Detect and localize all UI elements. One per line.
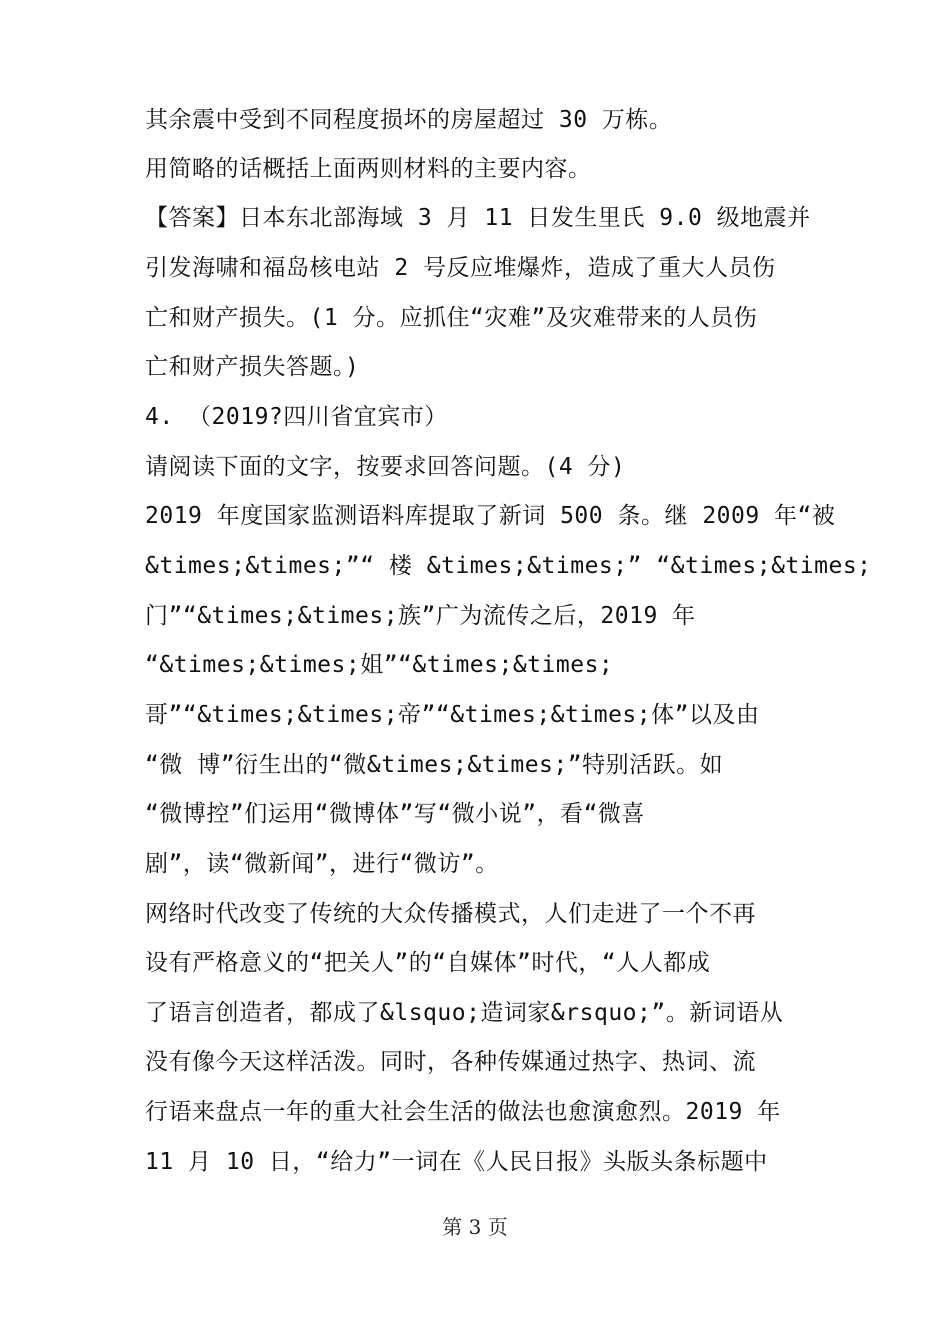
text-line: 没有像今天这样活泼。同时，各种传媒通过热字、热词、流 xyxy=(145,1049,756,1075)
text-line: 亡和财产损失。(1 分。应抓住“灾难”及灾难带来的人员伤 xyxy=(145,305,758,331)
text-line: 引发海啸和福岛核电站 2 号反应堆爆炸，造成了重大人员伤 xyxy=(145,255,776,281)
text-line: “微博控”们运用“微博体”写“微小说”，看“微喜 xyxy=(145,801,645,827)
text-line: 剧”，读“微新闻”，进行“微访”。 xyxy=(145,851,499,877)
text-line: 设有严格意义的“把关人”的“自媒体”时代，“人人都成 xyxy=(145,950,711,976)
text-line: 用简略的话概括上面两则材料的主要内容。 xyxy=(145,156,592,182)
text-line: 请阅读下面的文字，按要求回答问题。(4 分) xyxy=(145,454,626,480)
text-line: 哥”“&times;&times;帝”“&times;&times;体”以及由 xyxy=(145,702,760,728)
text-line: 11 月 10 日，“给力”一词在《人民日报》头版头条标题中 xyxy=(145,1149,768,1175)
text-line: 了语言创造者，都成了&lsquo;造词家&rsquo;”。新词语从 xyxy=(145,1000,784,1026)
text-line: 其余震中受到不同程度损坏的房屋超过 30 万栋。 xyxy=(145,107,673,133)
text-line: “微 博”衍生出的“微&times;&times;”特别活跃。如 xyxy=(145,752,724,778)
text-line: 2019 年度国家监测语料库提取了新词 500 条。继 2009 年“被 xyxy=(145,503,836,529)
text-line: 门”“&times;&times;族”广为流传之后，2019 年 xyxy=(145,603,696,629)
text-line: “&times;&times;姐”“&times;&times; xyxy=(145,652,614,678)
text-line: 亡和财产损失答题。) xyxy=(145,354,360,380)
question-heading: 4. （2019?四川省宜宾市） xyxy=(145,404,448,430)
text-line: 行语来盘点一年的重大社会生活的做法也愈演愈烈。2019 年 xyxy=(145,1099,781,1125)
text-line: &times;&times;”“ 楼 &times;&times;” “&times;&times; xyxy=(145,553,872,579)
page-number: 第 3 页 xyxy=(442,1215,508,1239)
answer-line: 【答案】日本东北部海域 3 月 11 日发生里氏 9.0 级地震并 xyxy=(145,205,811,231)
text-line: 网络时代改变了传统的大众传播模式，人们走进了一个不再 xyxy=(145,901,756,927)
